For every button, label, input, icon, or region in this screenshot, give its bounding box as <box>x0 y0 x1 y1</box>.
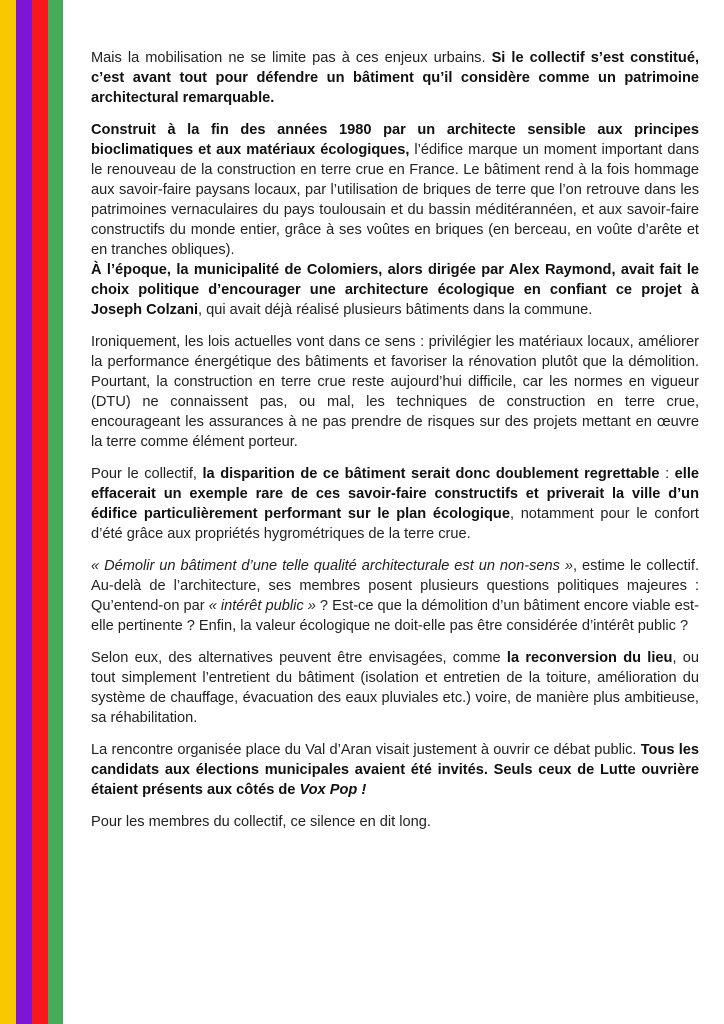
stripe-purple <box>16 0 32 1024</box>
text: Selon eux, des alternatives peuvent être envisagées, comme <box>91 650 507 666</box>
text: ? Est-ce que la démolition d’un bâtiment encore viable est-elle pertinente ? Enfin, la valeur écologique ne doit-elle pas être considérée d’intérêt public ? <box>91 598 699 634</box>
italic-quote: « Démolir un bâtiment d’une telle qualité architecturale est un non-sens » <box>91 558 574 574</box>
bold-text: la disparition de ce bâtiment serait donc doublement regrettable <box>202 466 660 482</box>
italic-text: « intérêt public » <box>208 598 316 614</box>
paragraph-construction <box>91 120 699 260</box>
paragraph-citation <box>91 556 699 636</box>
bold-italic-text: Vox Pop ! <box>299 782 367 798</box>
text: Pour le collectif, <box>91 466 203 482</box>
text: Ironiquement, les lois actuelles vont dans ce sens : privilégier les matériaux locaux, améliorer la performance énergétique des bâtiments et favoriser la rénovation plutôt que la démolition. Pourtant, la construction en terre crue reste aujourd’hui difficile, car les normes en vigueur (DTU) ne connaissent pas, ou mal, les techniques de construction en terre crue, encourageant les assurances à ne pas prendre de risques sur des projets mettant en œuvre la terre comme élément porteur. <box>91 334 699 450</box>
bold-text: Si le collectif s’est constitué, c’est avant tout pour défendre un bâtiment qu’il considère comme un patrimoine architectural remarquable. <box>91 50 700 106</box>
paragraph-disparition <box>91 464 699 544</box>
text: , ou tout simplement l’entretient du bâtiment (isolation et entretien de la toiture, amélioration du système de chauffage, évacuation des eaux pluviales etc.) voire, de manière plus ambitieuse, sa réhabilitation. <box>91 650 699 726</box>
article-body <box>91 48 699 844</box>
paragraph-municipalite <box>91 260 699 320</box>
stripe-red <box>32 0 48 1024</box>
text: , estime le collectif. Au-delà de l’architecture, ses membres posent plusieurs questions politiques majeures : Qu’entend-on par <box>91 558 700 614</box>
paragraph-conclusion <box>91 812 699 832</box>
stripe-green <box>48 0 63 1024</box>
stripe-yellow <box>0 0 16 1024</box>
paragraph-mobilisation <box>91 48 699 108</box>
paragraph-lois <box>91 332 699 452</box>
bold-text: Tous les candidats aux élections municipales avaient été invités. Seuls ceux de Lutte ouvrière étaient présents aux côtés de <box>91 742 699 798</box>
color-stripes <box>0 0 63 1024</box>
bold-text: elle effacerait un exemple rare de ces savoir-faire constructifs et priverait la ville d’un édifice particulièrement performant sur le plan écologique <box>91 466 699 522</box>
text: , qui avait déjà réalisé plusieurs bâtiments dans la commune. <box>198 302 593 318</box>
paragraph-rencontre <box>91 740 699 800</box>
text: Mais la mobilisation ne se limite pas à ces enjeux urbains. <box>91 50 492 66</box>
text: Pour les membres du collectif, ce silence en dit long. <box>91 814 431 830</box>
paragraph-alternatives <box>91 648 699 728</box>
bold-text: À l’époque, la municipalité de Colomiers, alors dirigée par Alex Raymond, avait fait le choix politique d’encourager une architecture écologique en confiant ce projet à Joseph Colzani <box>91 262 699 318</box>
bold-text: Construit à la fin des années 1980 par un architecte sensible aux principes bioclimatiques et aux matériaux écologiques, <box>91 122 699 158</box>
bold-text: la reconversion du lieu <box>506 650 673 666</box>
text: , notamment pour le confort d’été grâce aux propriétés hygrométriques de la terre crue. <box>91 506 699 542</box>
text: : <box>659 466 675 482</box>
text: l’édifice marque un moment important dans le renouveau de la construction en terre crue en France. Le bâtiment rend à la fois hommage aux savoir-faire paysans locaux, par l’utilisation de briques de terre que l’on retrouve dans les patrimoines vernaculaires du pays toulousain et du bassin méditérannéen, et aux savoir-faire constructifs du monde entier, grâce à ses voûtes en briques (en berceau, en voûte d’arête et en tranches obliques). <box>91 142 699 258</box>
text: La rencontre organisée place du Val d’Aran visait justement à ouvrir ce débat public. <box>91 742 641 758</box>
